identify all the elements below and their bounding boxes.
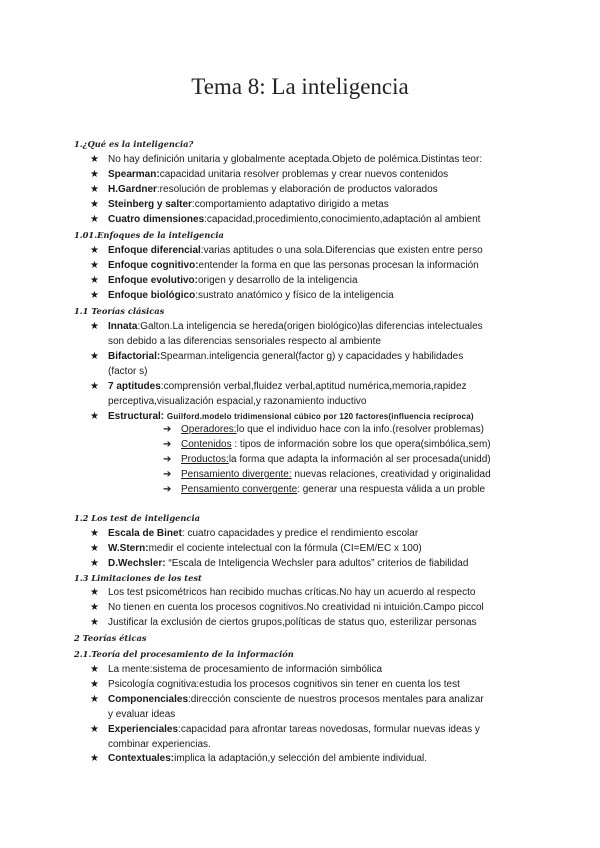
- star-icon: ★: [90, 528, 99, 539]
- list-item: ★ Justificar la exclusión de ciertos grupos,políticas de status quo, esterilizar personas: [90, 617, 477, 628]
- sub-list-item: ➔ Productos:la forma que adapta la información al ser procesada(unidd): [163, 454, 491, 465]
- list-item: ★ Enfoque cognitivo:entender la forma en que las personas procesan la información: [90, 260, 479, 271]
- sub-list-item: ➔ Contenidos : tipos de información sobre los que opera(simbólica,sem): [163, 439, 491, 450]
- star-icon: ★: [90, 245, 99, 256]
- list-item: ★ No hay definición unitaria y globalmente aceptada.Objeto de polémica.Distintas teor:: [90, 154, 483, 165]
- star-icon: ★: [90, 679, 99, 690]
- page-title: Tema 8: La inteligencia: [191, 74, 409, 99]
- list-item: ★ Escala de Binet: cuatro capacidades y predice el rendimiento escolar: [90, 528, 419, 539]
- star-icon: ★: [90, 290, 99, 301]
- star-icon: ★: [90, 214, 99, 225]
- list-item: ★ Componenciales:dirección consciente de nuestros procesos mentales para analizar y evaluar ideas: [90, 694, 484, 720]
- section-heading: 1.01.Enfoques de la inteligencia: [74, 230, 224, 240]
- section-heading: 1.1 Teorías clásicas: [74, 306, 165, 316]
- star-icon: ★: [90, 543, 99, 554]
- sub-list-item: ➔ Operadores:lo que el individuo hace con la info.(resolver problemas): [163, 424, 484, 435]
- list-item: ★ Bifactorial:Spearman.inteligencia general(factor g) y capacidades y habilidades (factor s): [90, 351, 464, 377]
- arrow-icon: ➔: [163, 424, 172, 435]
- star-icon: ★: [90, 199, 99, 210]
- list-item: ★ Steinberg y salter:comportamiento adaptativo dirigido a metas: [90, 199, 389, 210]
- list-item: ★ H.Gardner:resolución de problemas y elaboración de productos valorados: [90, 184, 438, 195]
- list-item: ★ La mente:sistema de procesamiento de información simbólica: [90, 664, 383, 675]
- star-icon: ★: [90, 617, 99, 628]
- star-icon: ★: [90, 275, 99, 286]
- sub-list-item: ➔ Pensamiento convergente: generar una respuesta válida a un proble: [163, 484, 486, 495]
- list-item: ★ Los test psicométricos han recibido muchas críticas.No hay un acuerdo al respecto: [90, 587, 476, 598]
- section-heading: 1.¿Qué es la inteligencia?: [74, 139, 194, 149]
- list-item: ★ Innata:Galton.La inteligencia se hereda(origen biológico)las diferencias intelectuales son debido a las diferencias sensoriales respecto al ambiente: [90, 321, 483, 347]
- star-icon: ★: [90, 587, 99, 598]
- star-icon: ★: [90, 664, 99, 675]
- star-icon: ★: [90, 351, 99, 362]
- list-item: ★ Enfoque diferencial:varias aptitudes o una sola.Diferencias que existen entre perso: [90, 245, 483, 256]
- arrow-icon: ➔: [163, 484, 172, 495]
- list-item: ★ Spearman:capacidad unitaria resolver problemas y crear nuevos contenidos: [90, 169, 449, 180]
- list-item: ★ D.Wechsler: “Escala de Inteligencia Wechsler para adultos” criterios de fiabilidad: [90, 558, 469, 569]
- list-item: ★ Cuatro dimensiones:capacidad,procedimiento,conocimiento,adaptación al ambient: [90, 214, 481, 225]
- list-item: ★ Experienciales:capacidad para afrontar tareas novedosas, formular nuevas ideas y combinar experiencias.: [90, 724, 480, 750]
- list-item: ★ Enfoque biológico:sustrato anatómico y físico de la inteligencia: [90, 290, 394, 301]
- section-heading: 1.2 Los test de inteligencia: [74, 513, 201, 523]
- star-icon: ★: [90, 558, 99, 569]
- list-item: ★ 7 aptitudes:comprensión verbal,fluidez verbal,aptitud numérica,memoria,rapidez perceptiva,visualización espacial,y razonamiento inductivo: [90, 381, 467, 407]
- star-icon: ★: [90, 321, 99, 332]
- section-heading: 2 Teorías éticas: [74, 633, 147, 643]
- arrow-icon: ➔: [163, 454, 172, 465]
- star-icon: ★: [90, 411, 99, 422]
- star-icon: ★: [90, 154, 99, 165]
- arrow-icon: ➔: [163, 469, 172, 480]
- arrow-icon: ➔: [163, 439, 172, 450]
- star-icon: ★: [90, 602, 99, 613]
- star-icon: ★: [90, 753, 99, 764]
- list-item: ★ Estructural: Guilford.modelo tridimensional cúbico por 120 factores(influencia recíproca): [90, 411, 474, 422]
- list-item: ★ Psicología cognitiva:estudia los procesos cognitivos sin tener en cuenta los test: [90, 679, 460, 690]
- star-icon: ★: [90, 381, 99, 392]
- star-icon: ★: [90, 260, 99, 271]
- star-icon: ★: [90, 694, 99, 705]
- star-icon: ★: [90, 184, 99, 195]
- list-item: ★ Contextuales:implica la adaptación,y selección del ambiente individual.: [90, 753, 428, 764]
- list-item: ★ Enfoque evolutivo:origen y desarrollo de la inteligencia: [90, 275, 358, 286]
- sub-list-item: ➔ Pensamiento divergente: nuevas relaciones, creatividad y originalidad: [163, 469, 491, 480]
- section-heading: 1.3 Limitaciones de los test: [74, 573, 202, 583]
- list-item: ★ No tienen en cuenta los procesos cognitivos.No creatividad ni intuición.Campo piccol: [90, 602, 484, 613]
- star-icon: ★: [90, 724, 99, 735]
- section-heading: 2.1.Teoría del procesamiento de la información: [74, 649, 294, 659]
- star-icon: ★: [90, 169, 99, 180]
- list-item: ★ W.Stern:medir el cociente intelectual con la fórmula (CI=EM/EC x 100): [90, 543, 422, 554]
